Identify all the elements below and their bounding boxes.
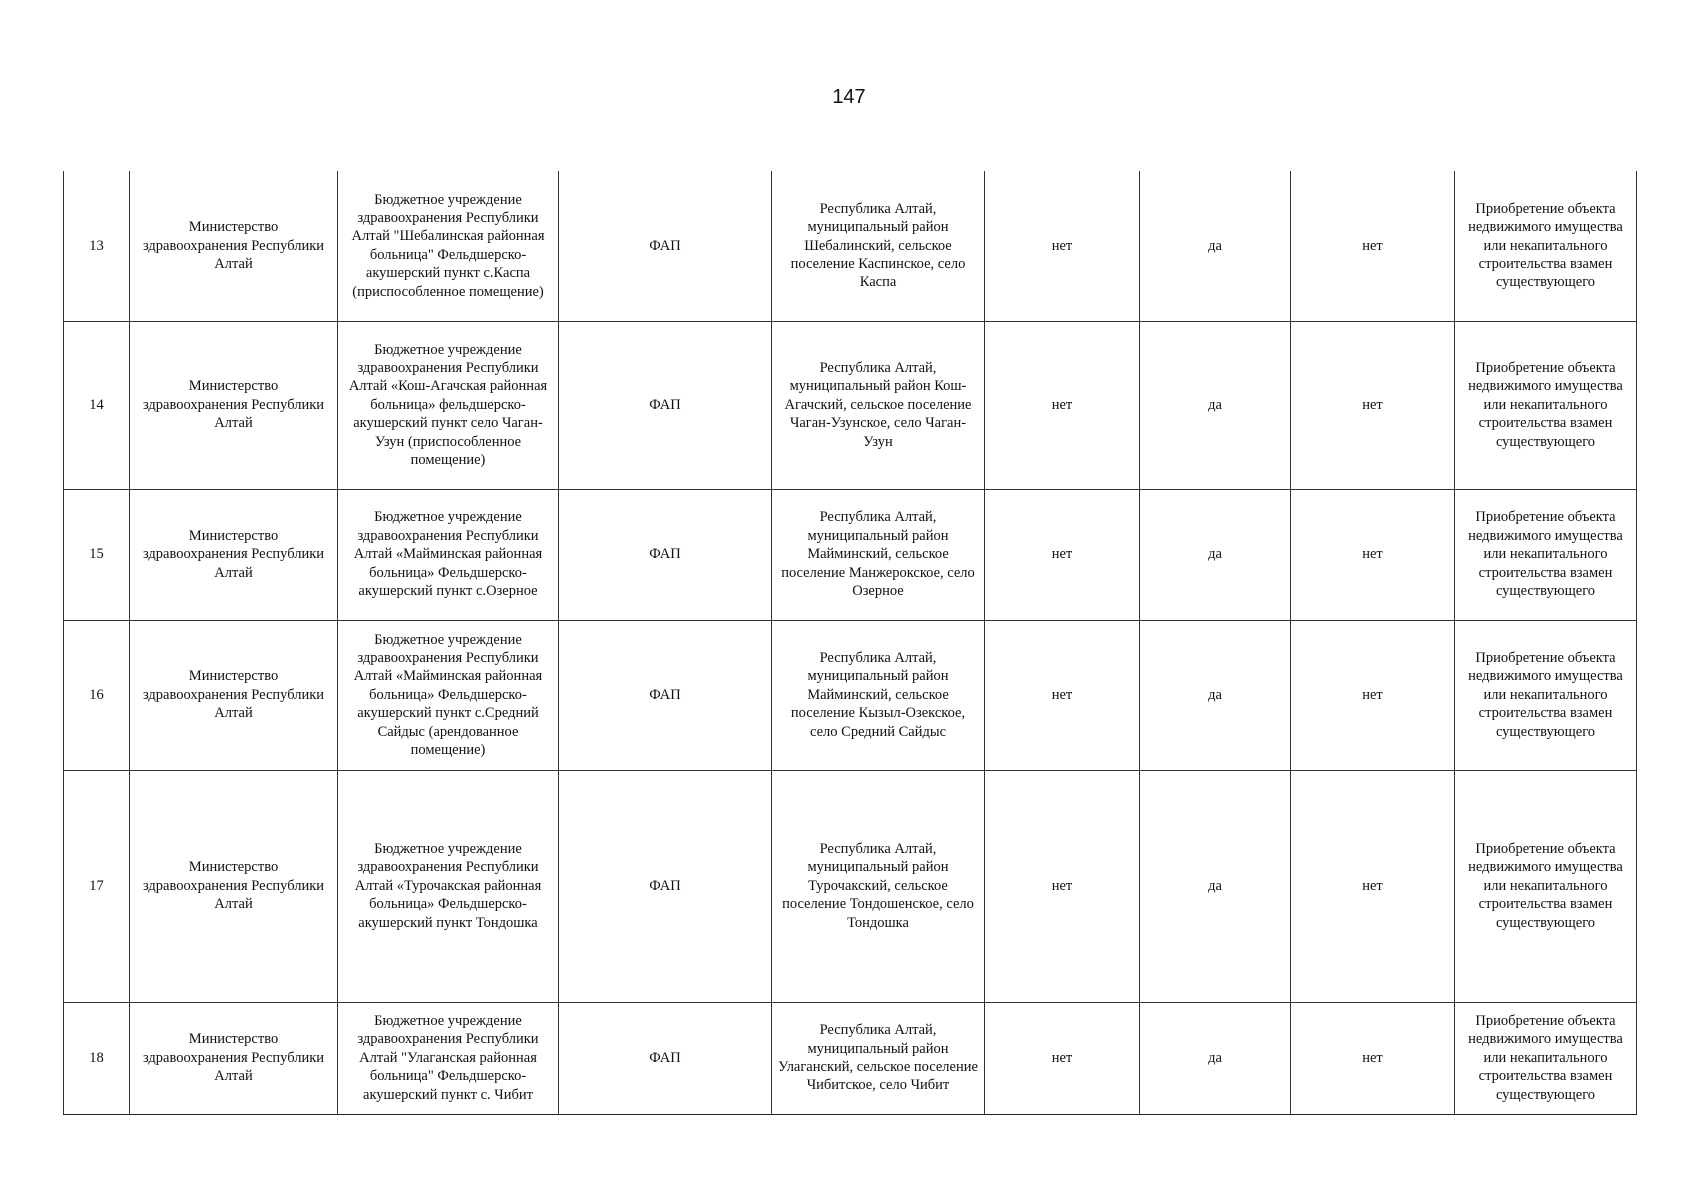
facility-type-cell: ФАП xyxy=(559,1002,772,1114)
action-cell: Приобретение объекта недвижимого имущества или некапитального строительства взамен существующего xyxy=(1455,489,1637,620)
row-number: 17 xyxy=(64,770,130,1002)
institution-cell: Бюджетное учреждение здравоохранения Республики Алтай "Шебалинская районная больница" Фельдшерско-акушерский пункт с.Каспа (приспособленное помещение) xyxy=(338,171,559,321)
row-number: 16 xyxy=(64,620,130,770)
flag-cell-1: нет xyxy=(985,770,1140,1002)
institution-cell: Бюджетное учреждение здравоохранения Республики Алтай "Улаганская районная больница" Фельдшерско-акушерский пункт с. Чибит xyxy=(338,1002,559,1114)
flag-cell-3: нет xyxy=(1291,1002,1455,1114)
facilities-table xyxy=(63,171,1637,1115)
action-cell: Приобретение объекта недвижимого имущества или некапитального строительства взамен существующего xyxy=(1455,171,1637,321)
table-row xyxy=(64,489,1637,620)
ministry-cell: Министерство здравоохранения Республики Алтай xyxy=(130,321,338,489)
table-row xyxy=(64,321,1637,489)
table-row xyxy=(64,770,1637,1002)
address-cell: Республика Алтай, муниципальный район Майминский, сельское поселение Манжерокское, село Озерное xyxy=(772,489,985,620)
flag-cell-1: нет xyxy=(985,321,1140,489)
row-number: 18 xyxy=(64,1002,130,1114)
action-cell: Приобретение объекта недвижимого имущества или некапитального строительства взамен существующего xyxy=(1455,321,1637,489)
table-row xyxy=(64,620,1637,770)
flag-cell-3: нет xyxy=(1291,171,1455,321)
flag-cell-2: да xyxy=(1140,171,1291,321)
ministry-cell: Министерство здравоохранения Республики Алтай xyxy=(130,620,338,770)
flag-cell-3: нет xyxy=(1291,770,1455,1002)
flag-cell-1: нет xyxy=(985,620,1140,770)
action-cell: Приобретение объекта недвижимого имущества или некапитального строительства взамен существующего xyxy=(1455,1002,1637,1114)
ministry-cell: Министерство здравоохранения Республики Алтай xyxy=(130,1002,338,1114)
institution-cell: Бюджетное учреждение здравоохранения Республики Алтай «Майминская районная больница» Фельдшерско-акушерский пункт с.Озерное xyxy=(338,489,559,620)
facility-type-cell: ФАП xyxy=(559,321,772,489)
institution-cell: Бюджетное учреждение здравоохранения Республики Алтай «Турочакская районная больница» Фельдшерско-акушерский пункт Тондошка xyxy=(338,770,559,1002)
address-cell: Республика Алтай, муниципальный район Кош-Агачский, сельское поселение Чаган-Узунское, село Чаган-Узун xyxy=(772,321,985,489)
institution-cell: Бюджетное учреждение здравоохранения Республики Алтай «Кош-Агачская районная больница» фельдшерско-акушерский пункт село Чаган-Узун (приспособленное помещение) xyxy=(338,321,559,489)
table-row xyxy=(64,1002,1637,1114)
row-number: 14 xyxy=(64,321,130,489)
flag-cell-2: да xyxy=(1140,770,1291,1002)
flag-cell-2: да xyxy=(1140,321,1291,489)
flag-cell-1: нет xyxy=(985,489,1140,620)
address-cell: Республика Алтай, муниципальный район Турочакский, сельское поселение Тондошенское, село Тондошка xyxy=(772,770,985,1002)
address-cell: Республика Алтай, муниципальный район Улаганский, сельское поселение Чибитское, село Чибит xyxy=(772,1002,985,1114)
ministry-cell: Министерство здравоохранения Республики Алтай xyxy=(130,770,338,1002)
address-cell: Республика Алтай, муниципальный район Майминский, сельское поселение Кызыл-Озекское, село Средний Сайдыс xyxy=(772,620,985,770)
flag-cell-3: нет xyxy=(1291,620,1455,770)
row-number: 15 xyxy=(64,489,130,620)
facility-type-cell: ФАП xyxy=(559,489,772,620)
flag-cell-1: нет xyxy=(985,171,1140,321)
facility-type-cell: ФАП xyxy=(559,171,772,321)
facility-type-cell: ФАП xyxy=(559,770,772,1002)
action-cell: Приобретение объекта недвижимого имущества или некапитального строительства взамен существующего xyxy=(1455,620,1637,770)
address-cell: Республика Алтай, муниципальный район Шебалинский, сельское поселение Каспинское, село Каспа xyxy=(772,171,985,321)
flag-cell-2: да xyxy=(1140,489,1291,620)
ministry-cell: Министерство здравоохранения Республики Алтай xyxy=(130,489,338,620)
institution-cell: Бюджетное учреждение здравоохранения Республики Алтай «Майминская районная больница» Фельдшерско-акушерский пункт с.Средний Сайдыс (арендованное помещение) xyxy=(338,620,559,770)
ministry-cell: Министерство здравоохранения Республики Алтай xyxy=(130,171,338,321)
flag-cell-2: да xyxy=(1140,1002,1291,1114)
facility-type-cell: ФАП xyxy=(559,620,772,770)
flag-cell-3: нет xyxy=(1291,489,1455,620)
page-number: 147 xyxy=(832,86,866,108)
flag-cell-2: да xyxy=(1140,620,1291,770)
table-row xyxy=(64,171,1637,321)
action-cell: Приобретение объекта недвижимого имущества или некапитального строительства взамен существующего xyxy=(1455,770,1637,1002)
flag-cell-3: нет xyxy=(1291,321,1455,489)
flag-cell-1: нет xyxy=(985,1002,1140,1114)
row-number: 13 xyxy=(64,171,130,321)
